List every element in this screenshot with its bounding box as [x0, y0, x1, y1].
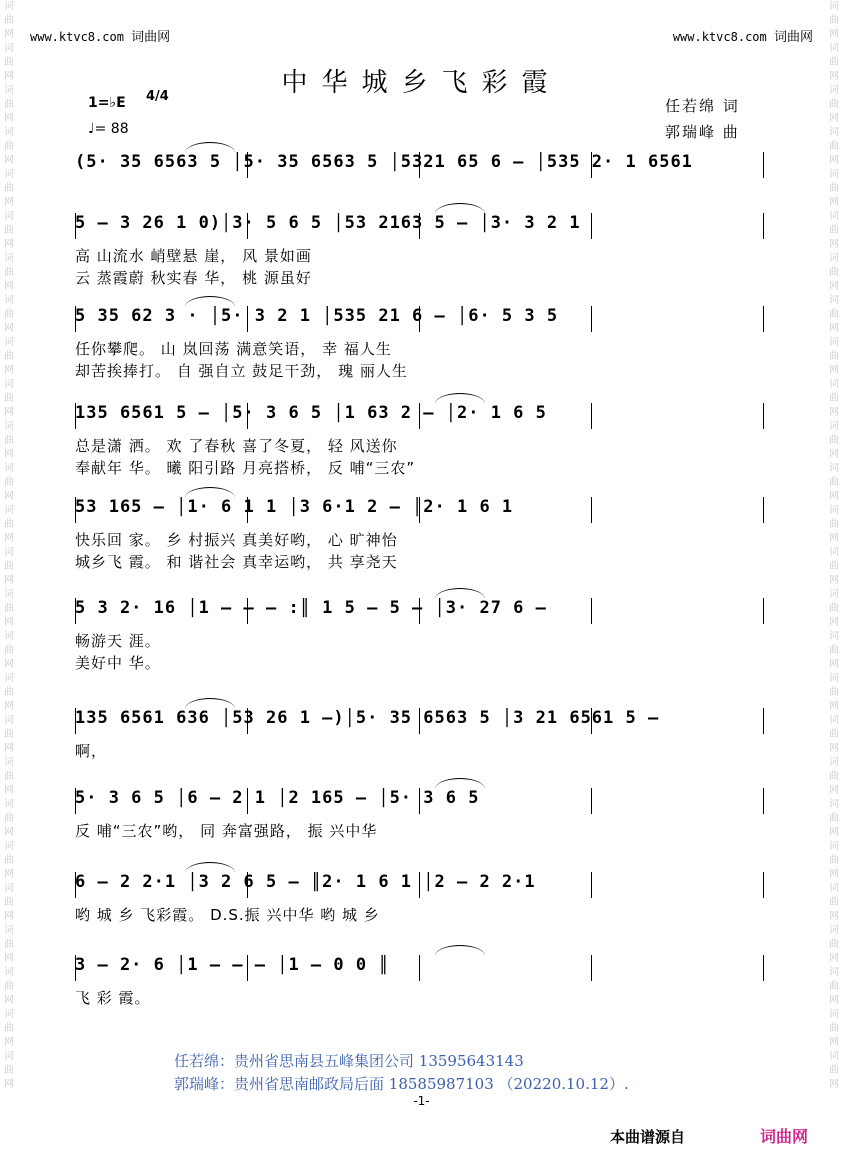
lyric-line: 飞 彩 霞。 — [75, 989, 151, 1007]
lyricist-credit: 任若绵 词 — [665, 97, 740, 115]
notation-line: 53 165 – │1· 6 1 1 │3 6·1 2 – │2· 1 6 1 — [75, 497, 514, 517]
page-number: -1- — [413, 1094, 430, 1108]
notation-line: 3 – 2· 6 │1 – – – │1 – 0 0 ║ — [75, 955, 390, 975]
notation-line: 135 6561 5 – │5· 3 6 5 │1 63 2 – │2· 1 6 5 — [75, 403, 547, 423]
site-name-text: 词曲网 — [131, 30, 171, 45]
notation-line: 5 3 2· 16 │1 – – – :║ 1 5 – 5 – │3· 27 6 – — [75, 598, 547, 618]
slur-arc — [435, 588, 485, 599]
lyric-line: 畅游天 涯。 — [75, 632, 161, 650]
lyric-line: 美好中 华。 — [75, 654, 161, 672]
slur-arc — [435, 778, 485, 789]
notation-line: (5· 35 6563 5 │5· 35 6563 5 │5321 65 6 – │535 2· 1 6561 — [75, 152, 693, 172]
source-label: 本曲谱源自 — [610, 1128, 686, 1146]
slur-arc — [185, 698, 235, 709]
lyric-line: 哟 城 乡 飞彩霞。 D.S.振 兴中华 哟 城 乡 — [75, 906, 380, 924]
lyric-line: 快乐回 家。 乡 村振兴 真美好哟， 心 旷神怡 — [75, 531, 398, 549]
slur-arc — [435, 203, 485, 214]
notation-line: 5· 3 6 5 │6 – 2 1 │2 165 – │5· 3 6 5 — [75, 788, 480, 808]
lyric-line: 任你攀爬。 山 岚回荡 满意笑语， 幸 福人生 — [75, 340, 392, 358]
lyric-line: 云 蒸霞蔚 秋实春 华， 桃 源虽好 — [75, 269, 312, 287]
slur-arc — [435, 393, 485, 404]
slur-arc — [185, 487, 235, 498]
brand-logo-text[interactable]: 词曲网 — [760, 1127, 809, 1146]
key-signature: 1=♭E — [88, 95, 126, 111]
lyric-line: 奉献年 华。 曦 阳引路 月亮搭桥， 反 哺“三农” — [75, 459, 416, 477]
site-name-text: 词曲网 — [773, 30, 813, 45]
lyric-line: 反 哺“三农”哟， 同 奔富强路， 振 兴中华 — [75, 822, 378, 840]
slur-arc — [185, 142, 235, 153]
left-watermark-strip: 词曲网词曲网词曲网词曲网词曲网词曲网词曲网词曲网词曲网词曲网词曲网词曲网词曲网词曲网词曲网词曲网词曲网词曲网词曲网词曲网词曲网词曲网词曲网词曲网词曲网词曲网 — [4, 1, 14, 1090]
lyric-line: 总是潇 洒。 欢 了春秋 喜了冬夏， 轻 风送你 — [75, 437, 398, 455]
right-watermark-strip: 词曲网词曲网词曲网词曲网词曲网词曲网词曲网词曲网词曲网词曲网词曲网词曲网词曲网词曲网词曲网词曲网词曲网词曲网词曲网词曲网词曲网词曲网词曲网词曲网词曲网词曲网 — [829, 1, 839, 1090]
tempo-mark: ♩= 88 — [88, 121, 129, 137]
slur-arc — [185, 862, 235, 873]
slur-arc — [185, 296, 235, 307]
composer-contact: 郭瑞峰：贵州省思南邮政局后面 18585987103 （20220.10.12）. — [174, 1075, 629, 1093]
composer-credit: 郭瑞峰 曲 — [665, 123, 740, 141]
lyric-line: 却苦挨捧打。 自 强自立 鼓足干劲， 瑰 丽人生 — [75, 362, 408, 380]
lyricist-contact: 任若绵：贵州省思南县五峰集团公司 13595643143 — [174, 1052, 524, 1070]
song-title: 中华城乡飞彩霞 — [281, 68, 562, 98]
site-url-left[interactable] — [30, 26, 170, 45]
site-url-text: www.ktvc8.com — [30, 30, 124, 44]
notation-line: 135 6561 636 │53 26 1 –)│5· 35 6563 5 │3 21 6561 5 – — [75, 708, 660, 728]
site-url-text: www.ktvc8.com — [672, 30, 767, 44]
lyric-line: 啊， — [75, 742, 108, 760]
notation-line: 6 – 2 2·1 │3 2 6 5 – ║2· 1 6 1 │2 – 2 2·1 — [75, 872, 536, 892]
lyric-line: 城乡飞 霞。 和 谐社会 真幸运哟， 共 享尧天 — [75, 553, 398, 571]
lyric-line: 高 山流水 峭壁悬 崖， 风 景如画 — [75, 247, 312, 265]
time-signature: 4/4 — [146, 89, 169, 104]
notation-line: 5 35 62 3 · │5· 3 2 1 │535 21 6 – │6· 5 3 5 — [75, 306, 559, 326]
site-url-right[interactable] — [673, 26, 813, 45]
notation-line: 5 – 3 26 1 0)│3· 5 6 5 │53 2163 5 – │3· 3 2 1 — [75, 213, 581, 233]
slur-arc — [435, 945, 485, 956]
